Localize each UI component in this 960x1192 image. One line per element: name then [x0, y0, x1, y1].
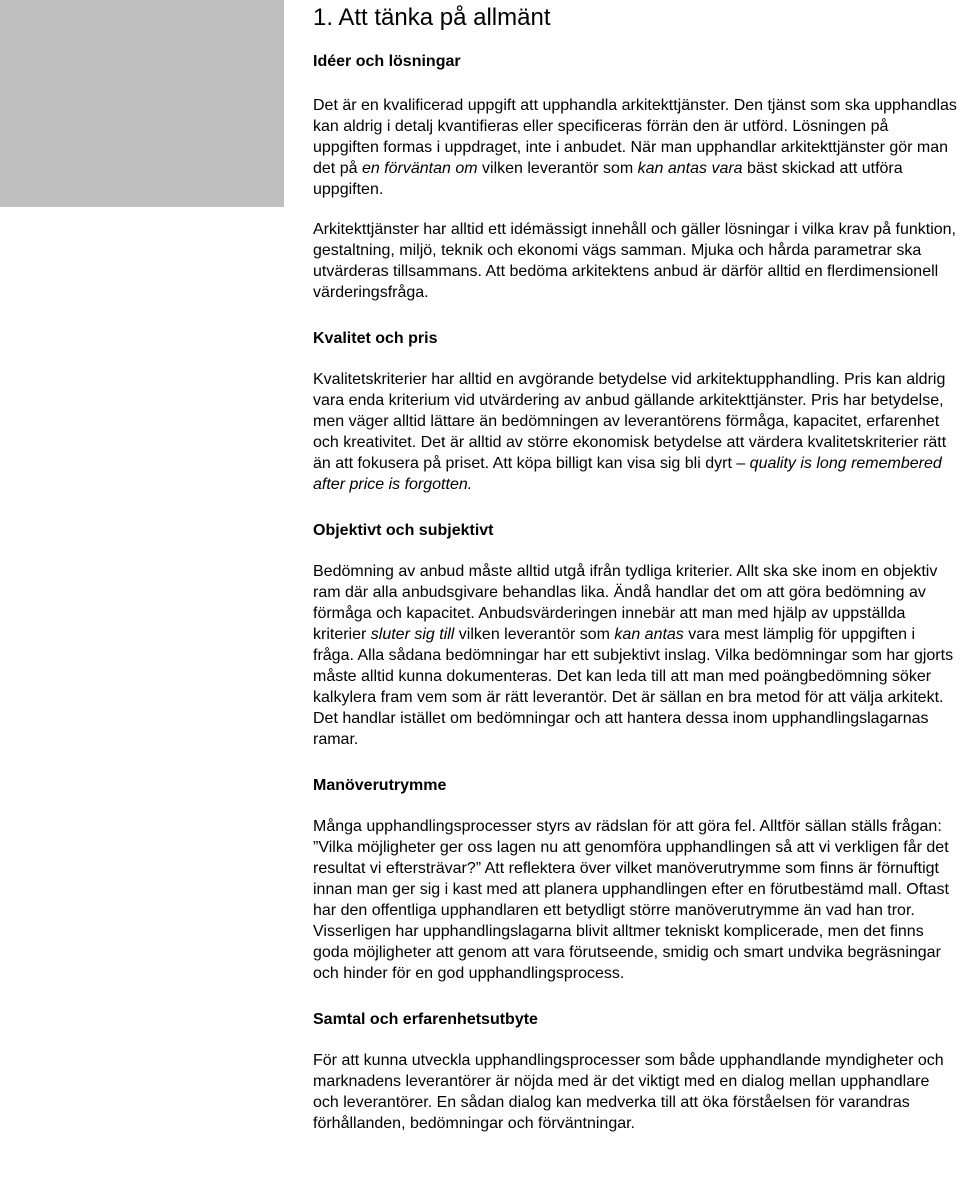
italic-run: kan antas: [614, 626, 684, 643]
text-run: Kvalitetskriterier har alltid en avgörande betydelse vid arkitektupphandling. Pris kan aldrig vara enda kriterium vid utvärdering av anbud gällande arkitekttjänster. Pris har betydelse, men väger alltid lättare än bedömningen av leverantörens förmåga, kapacitet, erfarenhet och kreativitet. Det är alltid av större ekonomisk betydelse att värdera kvalitetskriterier rätt än att fokusera på priset. Att köpa billigt kan visa sig bli dyrt –: [313, 371, 947, 472]
text-run: Det är en kvalificerad uppgift att upphandla arkitekttjänster. Den tjänst som ska upphandlas kan aldrig i detalj kvantifieras eller specificeras förrän den är utförd. Lösningen på uppgiften formas i uppdraget, inte i anbudet. När man upphandlar arkitekttjänster gör man det på: [313, 97, 957, 177]
text-run: Bedömning av anbud måste alltid utgå ifrån tydliga kriterier. Allt ska ske inom en objektiv ram där alla anbudsgivare behandlas lika. Ändå handlar det om att göra bedömning av förmåga och kapacitet. Anbudsvärderingen innebär att man med hjälp av uppställda kriterier: [313, 563, 938, 643]
italic-run: en förväntan om: [361, 160, 478, 177]
italic-run: kan antas vara: [637, 160, 743, 177]
paragraph-objektivt: [313, 561, 958, 750]
paragraph-kvalitet: [313, 369, 958, 495]
paragraph-ideer-2: Arkitekttjänster har alltid ett idémässigt innehåll och gäller lösningar i vilka krav på funktion, gestaltning, miljö, teknik och ekonomi vägs samman. Mjuka och hårda parametrar ska utvärderas tillsammans. Att bedöma arkitektens anbud är därför alltid en flerdimensionell värderingsfråga.: [313, 221, 956, 301]
section-heading-kvalitet-och-pris: Kvalitet och pris: [313, 330, 438, 347]
chapter-title: 1. Att tänka på allmänt: [313, 4, 551, 31]
text-run: vilken leverantör som: [477, 160, 638, 177]
section-heading-ideer-och-losningar: Idéer och lösningar: [313, 53, 461, 70]
italic-run: sluter sig till: [370, 626, 455, 643]
italic-run: quality is long remembered after price is forgotten.: [313, 455, 942, 493]
document-body: [313, 50, 958, 1134]
text-run: bäst skickad att utföra uppgiften.: [313, 160, 903, 198]
paragraph-samtal: För att kunna utveckla upphandlingsprocesser som både upphandlande myndigheter och marknadens leverantörer är nöjda med är det viktigt med en dialog mellan upphandlare och leverantörer. En sådan dialog kan medverka till att öka förståelsen för varandras förhållanden, bedömningar och förväntningar.: [313, 1052, 944, 1132]
text-run: vilken leverantör som: [454, 626, 615, 643]
paragraph-ideer-1: [313, 95, 958, 200]
section-heading-objektivt-och-subjektivt: Objektivt och subjektivt: [313, 522, 494, 539]
section-heading-manoverutrymme: Manöverutrymme: [313, 777, 447, 794]
text-run: vara mest lämplig för uppgiften i fråga. Alla sådana bedömningar har ett subjektivt inslag. Vilka bedömningar som har gjorts måste alltid kunna dokumenteras. Det kan leda till att man med poängbedömning söker kalkylera fram vem som är rätt leverantör. Det är sällan en bra metod för att välja arkitekt. Det handlar istället om bedömningar och att hantera dessa inom upphandlingslagarnas ramar.: [313, 626, 954, 748]
paragraph-manoverutrymme: Många upphandlingsprocesser styrs av rädslan för att göra fel. Alltför sällan ställs frågan: ”Vilka möjligheter ger oss lagen nu att genomföra upphandlingen så att vi verkligen får det resultat vi eftersträvar?” Att reflektera över vilket manöverutrymme som finns är förnuftigt innan man ger sig i kast med att planera upphandlingen efter en förutbestämd mall. Oftast har den offentliga upphandlaren ett betydligt större manöverutrymme än vad han tror. Visserligen har upphandlingslagarna blivit alltmer tekniskt komplicerade, men det finns goda möjligheter att genom att vara förutseende, smidig och smart undvika begräsningar och hinder för en god upphandlingsprocess.: [313, 818, 949, 982]
section-heading-samtal: Samtal och erfarenhetsutbyte: [313, 1011, 538, 1028]
decorative-gray-block: [0, 0, 284, 207]
